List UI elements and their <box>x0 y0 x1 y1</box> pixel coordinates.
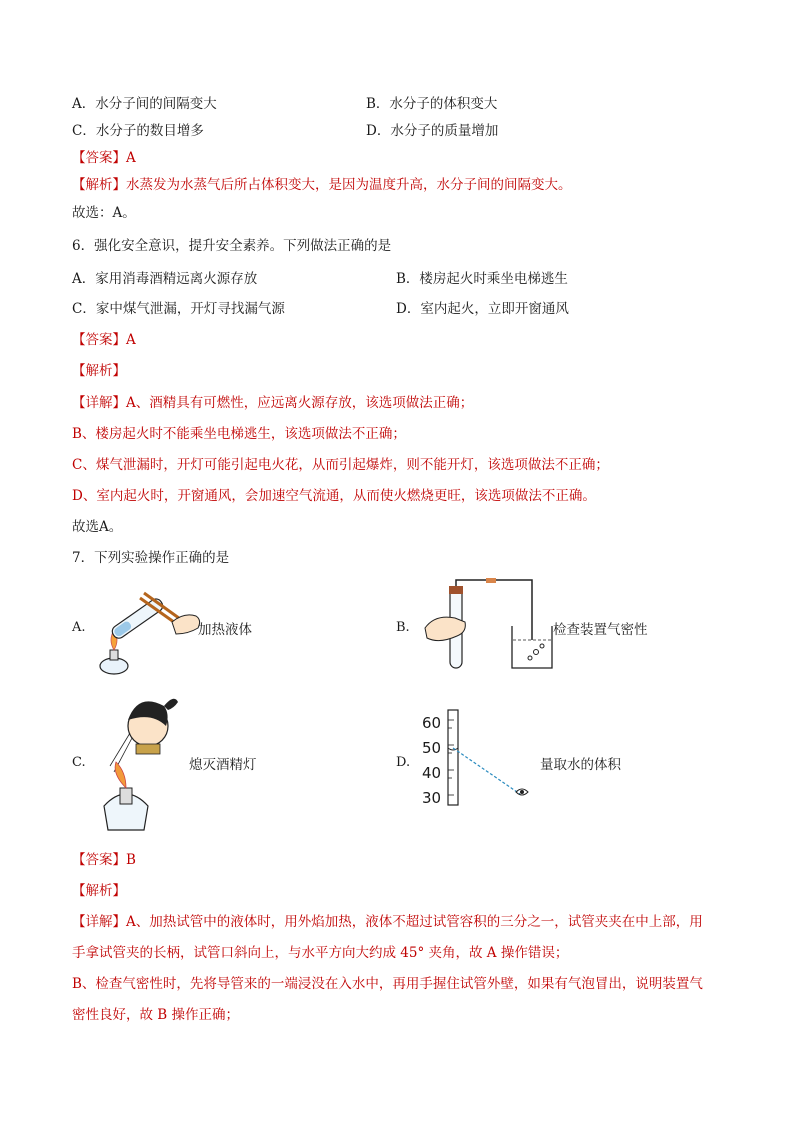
q5-analysis-label: 【解析】 <box>72 177 126 193</box>
q6-option-b: B．楼房起火时乘坐电梯逃生 <box>396 271 568 287</box>
q6-option-c: C．家中煤气泄漏，开灯寻找漏气源 <box>72 301 285 317</box>
q6-answer: 【答案】A <box>72 332 136 348</box>
q7-analysis-label: 【解析】 <box>72 883 126 899</box>
q5-option-a: A．水分子间的间隔变大 <box>72 96 217 112</box>
q7-option-b-letter: B. <box>396 620 410 635</box>
q7-detail-a-1 <box>72 913 703 931</box>
q7-option-c-caption: 熄灭酒精灯 <box>189 757 257 773</box>
q6-detail-b: B、楼房起火时不能乘坐电梯逃生，该选项做法不正确； <box>72 426 406 442</box>
cylinder-tick-30: 30 <box>422 789 442 807</box>
q7-detail-a-2: 手拿试管夹的长柄，试管口斜向上，与水平方向大约成 45° 夹角，故 A 操作错误； <box>72 945 569 961</box>
q6-detail-label: 【详解】 <box>72 395 126 411</box>
q6-option-d: D．室内起火，立即开窗通风 <box>396 301 569 317</box>
q6-option-a: A．家用消毒酒精远离火源存放 <box>72 271 258 287</box>
q7-detail-b-1: B、检查气密性时，先将导管来的一端浸没在入水中，再用手握住试管外壁，如果有气泡冒出，说明装置气 <box>72 976 703 992</box>
cylinder-tick-60: 60 <box>422 714 442 732</box>
cylinder-tick-40: 40 <box>422 764 442 782</box>
blow-out-lamp-illustration <box>90 688 200 836</box>
q6-detail-c: C、煤气泄漏时，开灯可能引起电火花，从而引起爆炸，则不能开灯，该选项做法不正确； <box>72 457 609 473</box>
q6-analysis-label: 【解析】 <box>72 363 126 379</box>
q6-detail-a-text: A、酒精具有可燃性，应远离火源存放，该选项做法正确； <box>126 395 474 411</box>
q7-stem: 7．下列实验操作正确的是 <box>72 550 230 566</box>
q6-detail-d: D、室内起火时，开窗通风，会加速空气流通，从而使火燃烧更旺，该选项做法不正确。 <box>72 488 596 504</box>
q5-option-b: B．水分子的体积变大 <box>366 96 498 112</box>
q7-detail-b-2: 密性良好，故 B 操作正确； <box>72 1007 240 1023</box>
q7-answer: 【答案】B <box>72 852 136 868</box>
q7-option-c-letter: C. <box>72 755 86 770</box>
q7-option-a-caption: 加热液体 <box>198 622 252 638</box>
q6-detail-a <box>72 394 473 412</box>
q5-option-d: D．水分子的质量增加 <box>366 123 499 139</box>
q7-option-d-letter: D. <box>396 755 411 770</box>
q5-conclusion: 故选：A。 <box>72 205 136 221</box>
q6-stem: 6．强化安全意识，提升安全素养。下列做法正确的是 <box>72 238 392 254</box>
q5-analysis <box>72 176 572 194</box>
q5-analysis-text: 水蒸发为水蒸气后所占体积变大，是因为温度升高，水分子间的间隔变大。 <box>126 177 572 193</box>
cylinder-tick-50: 50 <box>422 739 442 757</box>
heating-liquid-illustration <box>92 578 202 678</box>
q7-detail-a-1-text: A、加热试管中的液体时，用外焰加热，液体不超过试管容积的三分之一，试管夹夹在中上部，用 <box>126 914 703 930</box>
q7-option-a-letter: A. <box>72 620 86 635</box>
q5-option-c: C．水分子的数目增多 <box>72 123 204 139</box>
q5-answer: 【答案】A <box>72 150 136 166</box>
q7-detail-label: 【详解】 <box>72 914 126 930</box>
q7-option-d-caption: 量取水的体积 <box>540 757 621 773</box>
airtightness-check-illustration <box>420 578 555 673</box>
q6-conclusion: 故选A。 <box>72 519 123 535</box>
q7-option-b-caption: 检查装置气密性 <box>553 622 648 638</box>
